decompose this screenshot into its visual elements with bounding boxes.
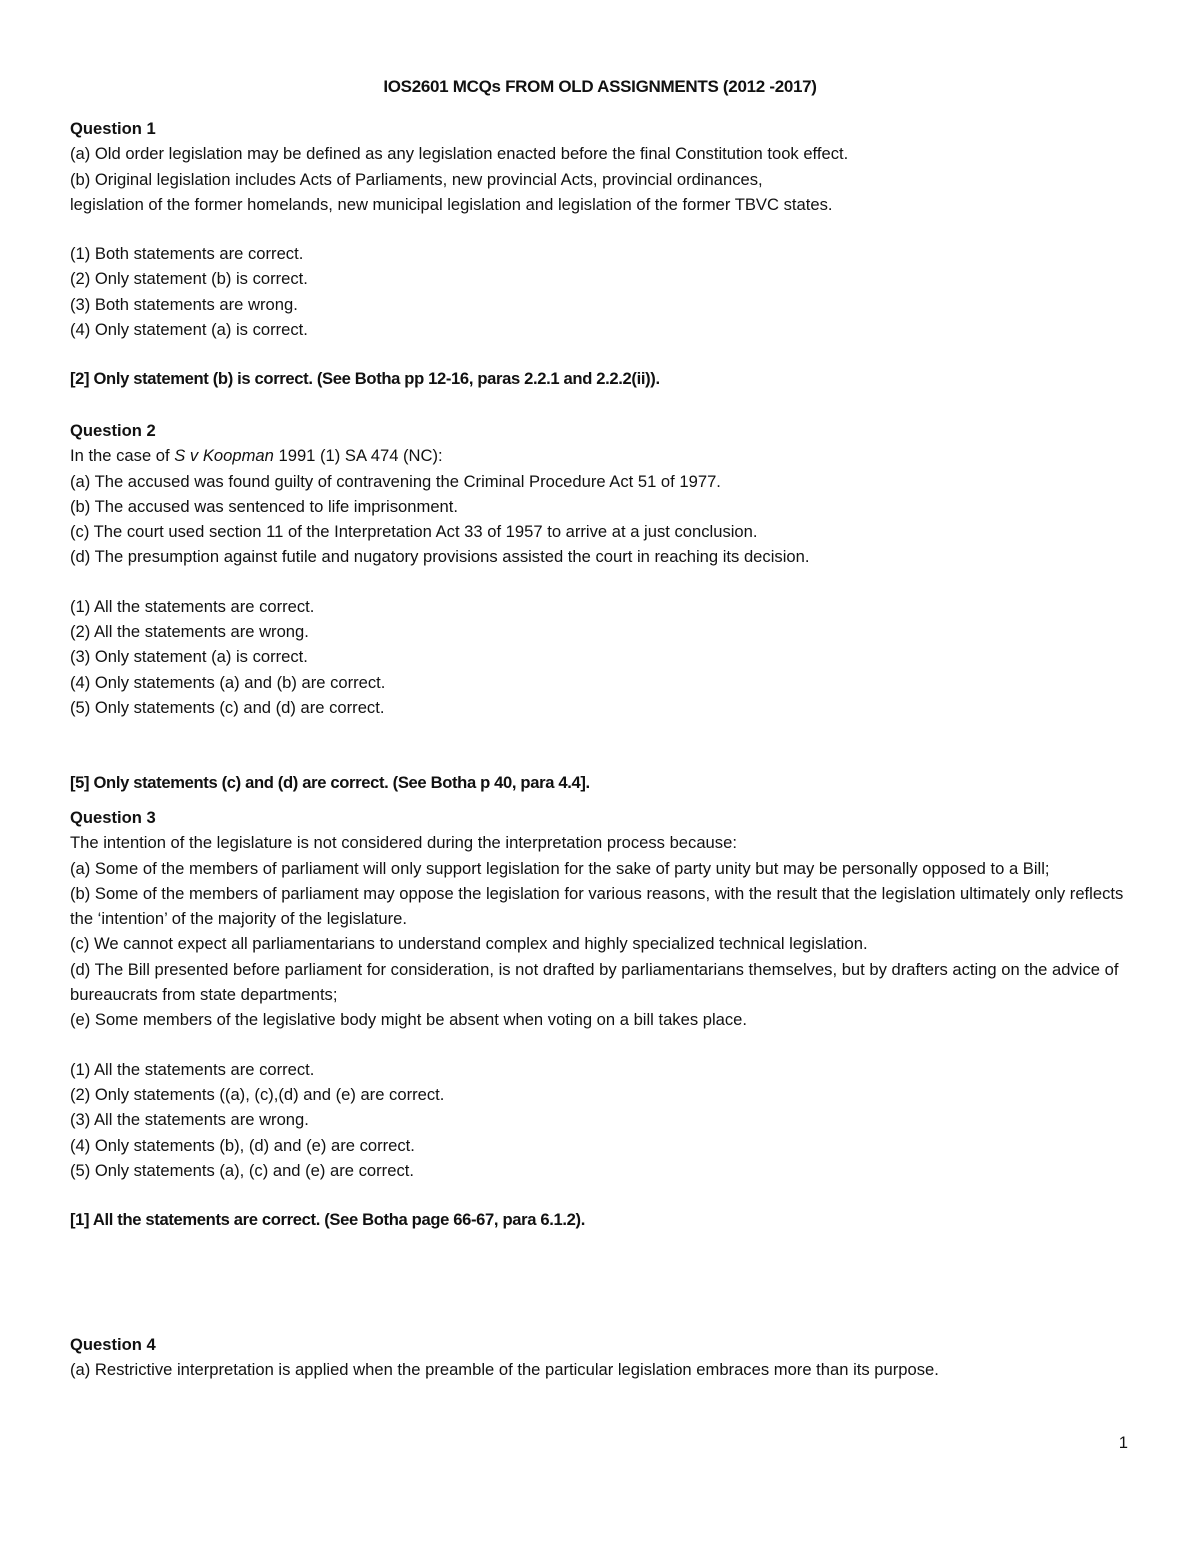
question-intro: The intention of the legislature is not considered during the interpretation process because: xyxy=(70,833,737,853)
question-heading: Question 1 xyxy=(70,119,156,138)
question-heading: Question 3 xyxy=(70,808,156,827)
option-5: (5) Only statements (c) and (d) are correct. xyxy=(70,697,385,717)
intro-suffix: 1991 (1) SA 474 (NC): xyxy=(273,446,443,466)
option-4: (4) Only statements (b), (d) and (e) are correct. xyxy=(70,1135,415,1155)
option-4: (4) Only statement (a) is correct. xyxy=(70,320,308,340)
statement-b: (b) The accused was sentenced to life imprisonment. xyxy=(70,496,458,516)
document-title: IOS2601 MCQs FROM OLD ASSIGNMENTS (2012 -2017) xyxy=(383,77,817,96)
statement-c: (c) The court used section 11 of the Interpretation Act 33 of 1957 to arrive at a just conclusion. xyxy=(70,522,758,542)
page-number: 1 xyxy=(1118,1433,1128,1452)
answer: [1] All the statements are correct. (See Botha page 66-67, para 6.1.2). xyxy=(70,1210,585,1230)
statement-d: (d) The presumption against futile and nugatory provisions assisted the court in reaching its decision. xyxy=(70,547,810,567)
statement-d: (d) The Bill presented before parliament for consideration, is not drafted by parliamentarians themselves, but by drafters acting on the advice of bureaucrats from state departments; xyxy=(70,959,1119,1005)
option-2: (2) Only statement (b) is correct. xyxy=(70,269,308,289)
option-4: (4) Only statements (a) and (b) are correct. xyxy=(70,672,386,692)
answer: [2] Only statement (b) is correct. (See Botha pp 12-16, paras 2.2.1 and 2.2.2(ii)). xyxy=(70,369,660,389)
statement-a: (a) Restrictive interpretation is applied when the preamble of the particular legislation embraces more than its purpose. xyxy=(70,1360,939,1380)
statement-b: (b) Original legislation includes Acts of Parliaments, new provincial Acts, provincial ordinances, xyxy=(70,169,763,189)
answer: [5] Only statements (c) and (d) are correct. (See Botha p 40, para 4.4]. xyxy=(70,773,590,793)
option-3: (3) Only statement (a) is correct. xyxy=(70,647,308,667)
question-intro xyxy=(70,443,1140,468)
question-2 xyxy=(70,418,1140,796)
statement-a: (a) The accused was found guilty of contravening the Criminal Procedure Act 51 of 1977. xyxy=(70,471,721,491)
option-3: (3) Both statements are wrong. xyxy=(70,294,298,314)
option-1: (1) Both statements are correct. xyxy=(70,244,304,264)
question-heading: Question 4 xyxy=(70,1335,156,1354)
question-heading: Question 2 xyxy=(70,421,156,440)
statement-a: (a) Some of the members of parliament will only support legislation for the sake of party unity but may be personally opposed to a Bill; xyxy=(70,858,1050,878)
option-1: (1) All the statements are correct. xyxy=(70,596,315,616)
option-3: (3) All the statements are wrong. xyxy=(70,1110,309,1130)
option-2: (2) Only statements ((a), (c),(d) and (e) are correct. xyxy=(70,1084,445,1104)
option-2: (2) All the statements are wrong. xyxy=(70,622,309,642)
statement-b: (b) Some of the members of parliament may oppose the legislation for various reasons, with the result that the legislation ultimately only reflects the ‘intention’ of the majority of the legislature. xyxy=(70,883,1124,929)
statement-e: (e) Some members of the legislative body might be absent when voting on a bill takes place. xyxy=(70,1010,748,1030)
intro-prefix: In the case of xyxy=(70,446,175,466)
option-5: (5) Only statements (a), (c) and (e) are correct. xyxy=(70,1160,414,1180)
option-1: (1) All the statements are correct. xyxy=(70,1059,315,1079)
case-name: S v Koopman xyxy=(174,446,274,466)
question-1 xyxy=(70,116,1140,392)
statement-a: (a) Old order legislation may be defined as any legislation enacted before the final Constitution took effect. xyxy=(70,144,849,164)
statement-b-continued: legislation of the former homelands, new municipal legislation and legislation of the former TBVC states. xyxy=(70,194,833,214)
question-3 xyxy=(70,805,1140,1232)
statement-c: (c) We cannot expect all parliamentarians to understand complex and highly specialized technical legislation. xyxy=(70,934,868,954)
question-4 xyxy=(70,1332,1140,1383)
